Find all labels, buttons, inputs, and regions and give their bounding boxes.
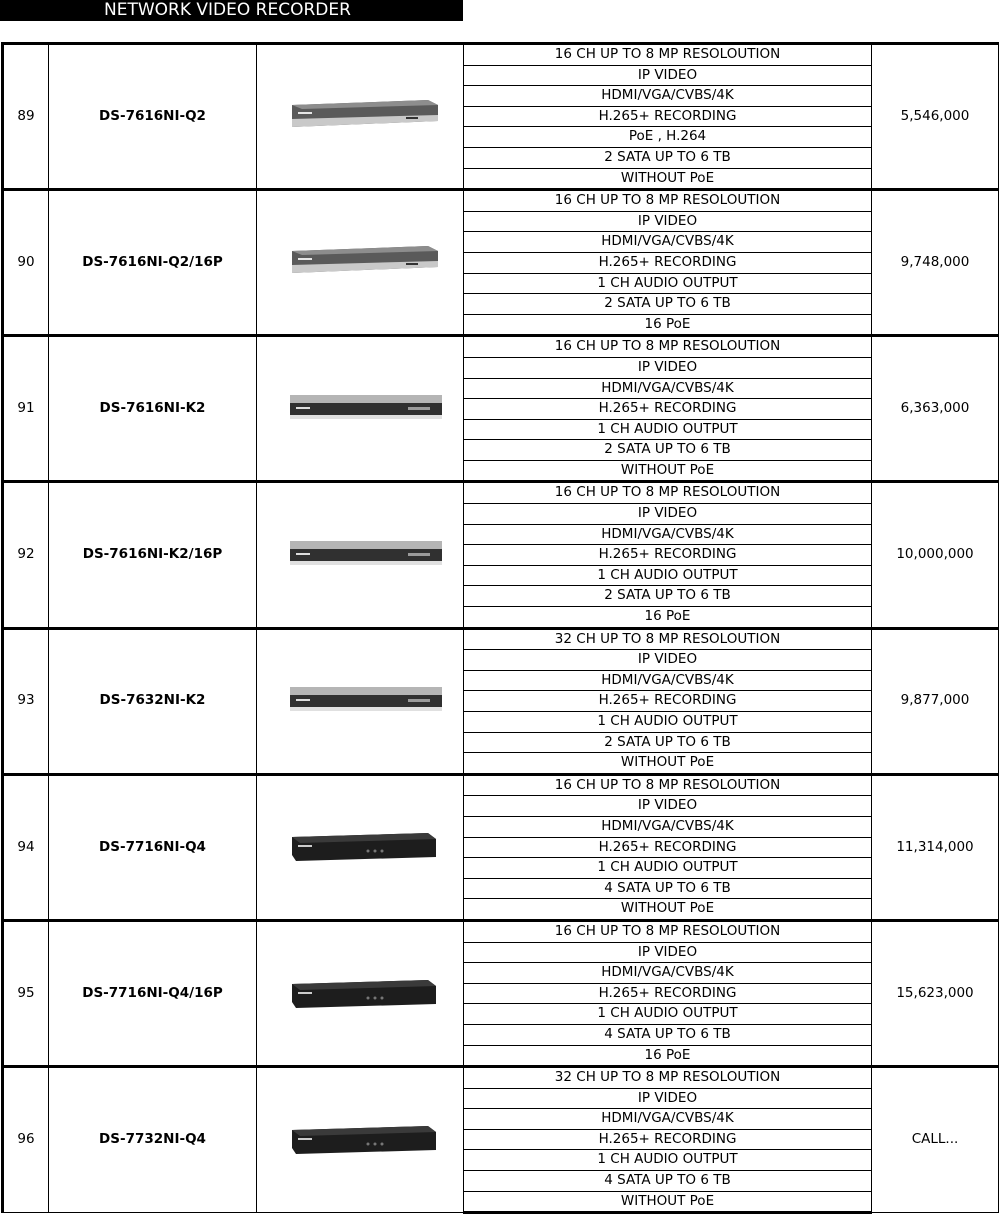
spec-item: 1 CH AUDIO OUTPUT: [464, 1004, 872, 1025]
nvr-device-image: [278, 243, 443, 283]
spec-item: 1 CH AUDIO OUTPUT: [464, 419, 872, 440]
spec-item: IP VIDEO: [464, 357, 872, 378]
spec-item: 4 SATA UP TO 6 TB: [464, 1024, 872, 1045]
spec-item: IP VIDEO: [464, 1088, 872, 1109]
spec-item: HDMI/VGA/CVBS/4K: [464, 86, 872, 107]
price: CALL...: [872, 1067, 999, 1213]
product-image-cell: [257, 482, 464, 628]
spec-item: 16 CH UP TO 8 MP RESOLOUTION: [464, 44, 872, 66]
spec-item: WITHOUT PoE: [464, 1191, 872, 1213]
nvr-device-image: [278, 1120, 443, 1160]
spec-item: WITHOUT PoE: [464, 168, 872, 190]
spec-item: 1 CH AUDIO OUTPUT: [464, 712, 872, 733]
spec-item: HDMI/VGA/CVBS/4K: [464, 816, 872, 837]
spec-item: IP VIDEO: [464, 942, 872, 963]
spec-item: 2 SATA UP TO 6 TB: [464, 294, 872, 315]
price: 5,546,000: [872, 44, 999, 190]
item-number: 89: [3, 44, 49, 190]
model-name: DS-7616NI-K2: [49, 336, 257, 482]
nvr-device-image: [278, 681, 443, 721]
spec-item: 16 PoE: [464, 314, 872, 336]
spec-row: [3, 482, 999, 504]
spec-item: H.265+ RECORDING: [464, 399, 872, 420]
spec-item: 16 PoE: [464, 1045, 872, 1067]
spec-item: 4 SATA UP TO 6 TB: [464, 1171, 872, 1192]
spec-item: 32 CH UP TO 8 MP RESOLOUTION: [464, 628, 872, 650]
spec-item: 16 PoE: [464, 607, 872, 629]
price: 10,000,000: [872, 482, 999, 628]
spec-row: [3, 44, 999, 66]
model-name: DS-7616NI-K2/16P: [49, 482, 257, 628]
spec-item: H.265+ RECORDING: [464, 252, 872, 273]
nvr-device-image: [278, 827, 443, 867]
spec-row: [3, 336, 999, 358]
spec-item: H.265+ RECORDING: [464, 983, 872, 1004]
spec-item: WITHOUT PoE: [464, 460, 872, 482]
spec-item: 2 SATA UP TO 6 TB: [464, 147, 872, 168]
spec-item: HDMI/VGA/CVBS/4K: [464, 1109, 872, 1130]
spec-item: 1 CH AUDIO OUTPUT: [464, 565, 872, 586]
spec-item: H.265+ RECORDING: [464, 106, 872, 127]
price-table-body: [3, 44, 999, 1213]
price-table: [1, 42, 999, 1214]
spec-item: 16 CH UP TO 8 MP RESOLOUTION: [464, 190, 872, 212]
spec-row: [3, 190, 999, 212]
nvr-device-image: [278, 974, 443, 1014]
spec-item: H.265+ RECORDING: [464, 545, 872, 566]
spec-item: 16 CH UP TO 8 MP RESOLOUTION: [464, 774, 872, 796]
spec-item: HDMI/VGA/CVBS/4K: [464, 524, 872, 545]
price: 9,748,000: [872, 190, 999, 336]
spec-item: HDMI/VGA/CVBS/4K: [464, 378, 872, 399]
model-name: DS-7616NI-Q2: [49, 44, 257, 190]
nvr-device-image: [278, 389, 443, 429]
price: 15,623,000: [872, 920, 999, 1066]
model-name: DS-7716NI-Q4: [49, 774, 257, 920]
spec-item: H.265+ RECORDING: [464, 691, 872, 712]
spec-item: IP VIDEO: [464, 65, 872, 86]
spec-item: WITHOUT PoE: [464, 753, 872, 775]
item-number: 96: [3, 1067, 49, 1213]
item-number: 91: [3, 336, 49, 482]
product-image-cell: [257, 628, 464, 774]
spec-item: 4 SATA UP TO 6 TB: [464, 878, 872, 899]
spec-row: [3, 774, 999, 796]
nvr-device-image: [278, 535, 443, 575]
price: 11,314,000: [872, 774, 999, 920]
spec-item: IP VIDEO: [464, 504, 872, 525]
model-name: DS-7632NI-K2: [49, 628, 257, 774]
product-image-cell: [257, 190, 464, 336]
spec-item: 32 CH UP TO 8 MP RESOLOUTION: [464, 1067, 872, 1089]
product-image-cell: [257, 44, 464, 190]
spec-item: 2 SATA UP TO 6 TB: [464, 586, 872, 607]
spec-item: 1 CH AUDIO OUTPUT: [464, 858, 872, 879]
spec-item: IP VIDEO: [464, 796, 872, 817]
product-image-cell: [257, 774, 464, 920]
item-number: 92: [3, 482, 49, 628]
spec-item: H.265+ RECORDING: [464, 1129, 872, 1150]
model-name: DS-7732NI-Q4: [49, 1067, 257, 1213]
spec-item: HDMI/VGA/CVBS/4K: [464, 963, 872, 984]
spec-item: 1 CH AUDIO OUTPUT: [464, 273, 872, 294]
spec-row: [3, 628, 999, 650]
model-name: DS-7616NI-Q2/16P: [49, 190, 257, 336]
spec-item: PoE , H.264: [464, 127, 872, 148]
nvr-device-image: [278, 97, 443, 137]
spec-item: HDMI/VGA/CVBS/4K: [464, 232, 872, 253]
spec-row: [3, 920, 999, 942]
spec-item: H.265+ RECORDING: [464, 837, 872, 858]
product-image-cell: [257, 336, 464, 482]
product-image-cell: [257, 1067, 464, 1213]
spec-row: [3, 1067, 999, 1089]
product-image-cell: [257, 920, 464, 1066]
item-number: 95: [3, 920, 49, 1066]
spec-item: 1 CH AUDIO OUTPUT: [464, 1150, 872, 1171]
spec-item: HDMI/VGA/CVBS/4K: [464, 670, 872, 691]
spec-item: IP VIDEO: [464, 650, 872, 671]
price: 6,363,000: [872, 336, 999, 482]
page-title: NETWORK VIDEO RECORDER: [0, 0, 463, 21]
model-name: DS-7716NI-Q4/16P: [49, 920, 257, 1066]
item-number: 94: [3, 774, 49, 920]
item-number: 93: [3, 628, 49, 774]
price: 9,877,000: [872, 628, 999, 774]
spec-item: 16 CH UP TO 8 MP RESOLOUTION: [464, 482, 872, 504]
spec-item: 2 SATA UP TO 6 TB: [464, 440, 872, 461]
item-number: 90: [3, 190, 49, 336]
spec-item: 2 SATA UP TO 6 TB: [464, 732, 872, 753]
spec-item: 16 CH UP TO 8 MP RESOLOUTION: [464, 336, 872, 358]
spec-item: IP VIDEO: [464, 211, 872, 232]
spec-item: WITHOUT PoE: [464, 899, 872, 921]
spec-item: 16 CH UP TO 8 MP RESOLOUTION: [464, 920, 872, 942]
